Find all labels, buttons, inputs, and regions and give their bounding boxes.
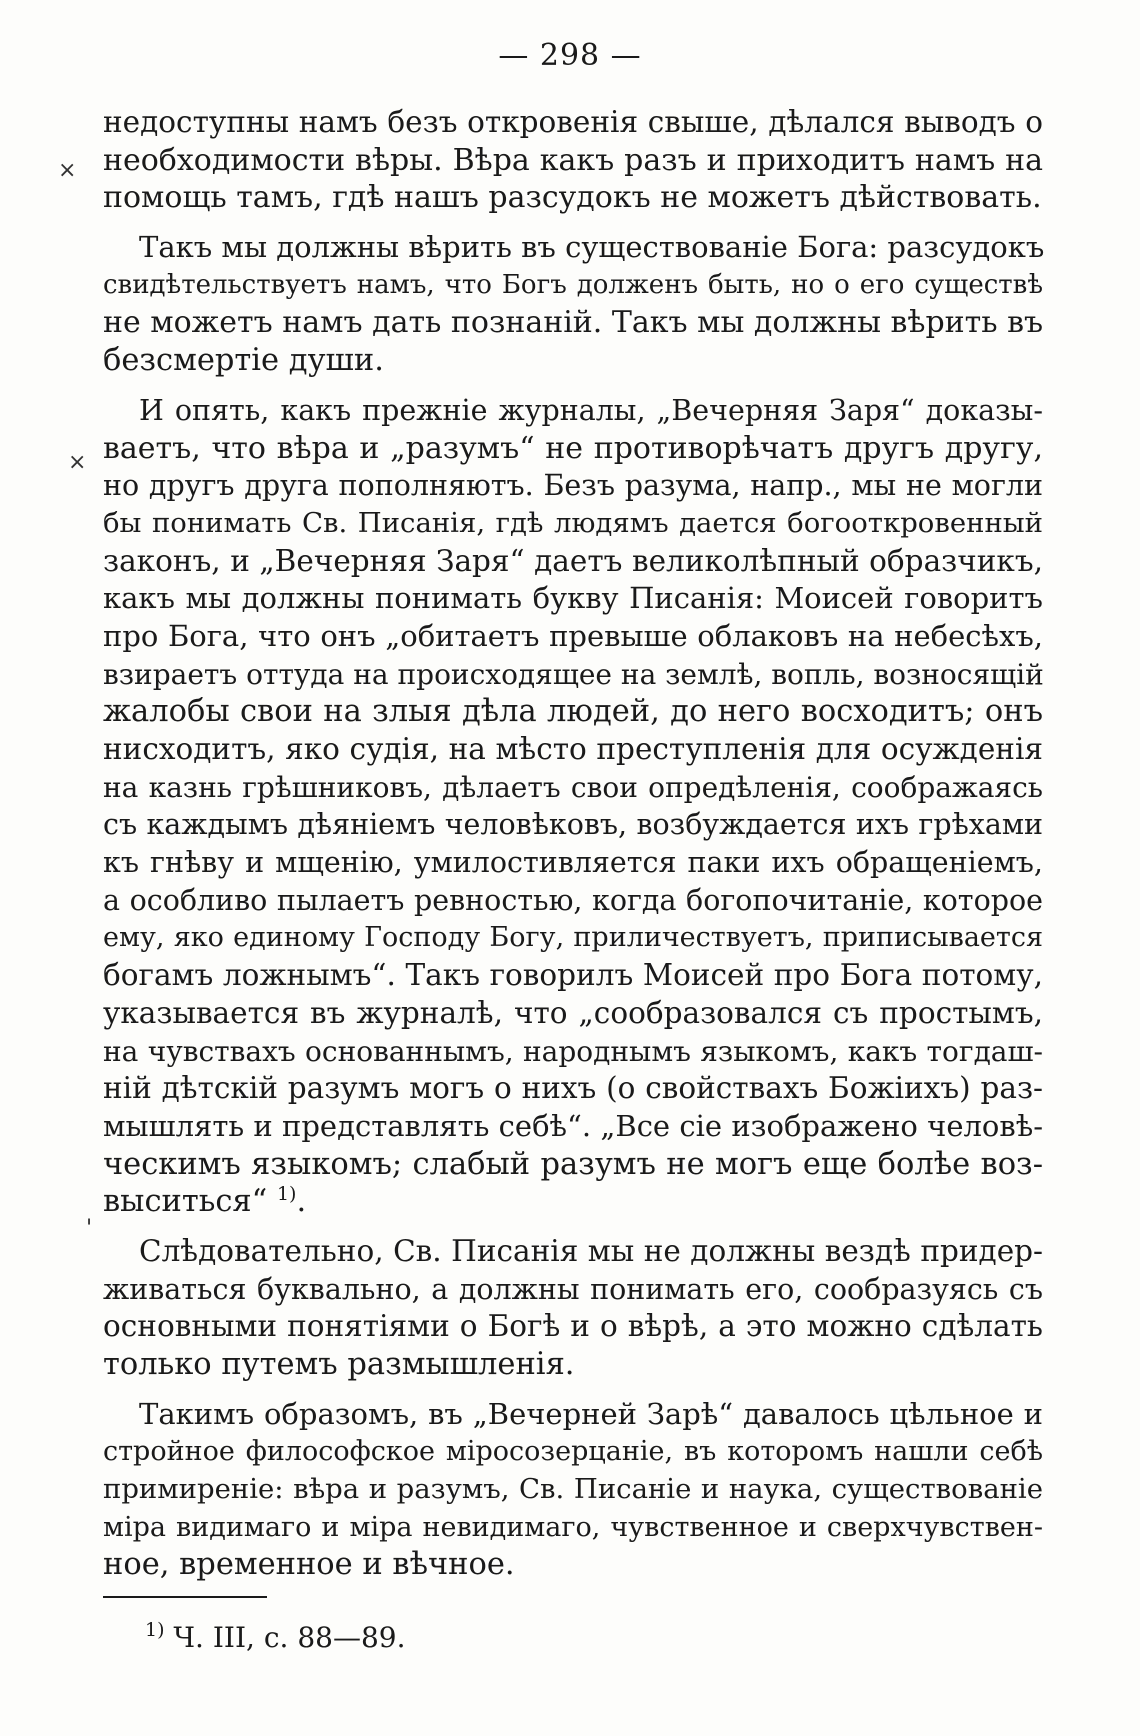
text-line: съ каждымъ дѣяніемъ человѣковъ, возбуждается ихъ грѣхами xyxy=(103,808,1043,842)
paragraph xyxy=(103,1233,1043,1384)
text-line: ваетъ, что вѣра и „разумъ“ не противорѣчатъ другъ другу, xyxy=(103,430,1043,466)
text-line: необходимости вѣры. Вѣра какъ разъ и приходитъ намъ на xyxy=(103,142,1043,178)
footnote-divider xyxy=(103,1596,267,1598)
text-line: на казнь грѣшниковъ, дѣлаетъ свои опредѣленія, соображаясь xyxy=(103,770,1043,804)
text-line: ній дѣтскій разумъ могъ о нихъ (о свойствахъ Божіихъ) раз- xyxy=(103,1071,1043,1106)
text-line: про Бога, что онъ „обитаетъ превыше облаковъ на небесѣхъ, xyxy=(103,618,1043,653)
text-line: мышлять и представлять себѣ“. „Все сіе изображено человѣ- xyxy=(103,1108,1043,1143)
text-line: живаться буквально, а должны понимать его, сообразуясь съ xyxy=(103,1272,1043,1306)
text-line: примиреніе: вѣра и разумъ, Св. Писаніе и наука, существованіе xyxy=(103,1473,1043,1506)
text-line: стройное философское міросозерцаніе, въ которомъ нашли себѣ xyxy=(103,1436,1043,1468)
text-line: только путемъ размышленія. xyxy=(103,1347,575,1382)
text-line: не можетъ намъ дать познаній. Такъ мы должны вѣрить въ xyxy=(103,305,1044,341)
text-line: безсмертіе души. xyxy=(103,343,384,379)
text-line: а особливо пылаетъ ревностью, когда богопочитаніе, которое xyxy=(103,883,1043,917)
text-line: къ гнѣву и мщенію, умилостивляется паки ихъ обращеніемъ, xyxy=(103,846,1043,880)
text-line: міра видимаго и міра невидимаго, чувственное и сверхчувствен- xyxy=(103,1511,1043,1543)
text-line: Такъ мы должны вѣрить въ существованіе Бога: разсудокъ xyxy=(139,230,1045,265)
text-line: богамъ ложнымъ“. Такъ говорилъ Моисей про Бога потому, xyxy=(103,958,1043,993)
text-line: жалобы свои на злыя дѣла людей, до него восходитъ; онъ xyxy=(103,694,1043,730)
text-line: недоступны намъ безъ откровенія свыше, дѣлался выводъ о xyxy=(103,105,1043,139)
text-line: взираетъ оттуда на происходящее на землѣ, вопль, возносящій xyxy=(103,657,1044,691)
paragraph xyxy=(103,229,1043,380)
text-line: ное, временное и вѣчное. xyxy=(103,1547,515,1583)
paragraph xyxy=(103,1396,1043,1584)
margin-mark: ' xyxy=(86,1216,93,1241)
text-line: Слѣдовательно, Св. Писанія мы не должны вездѣ придер- xyxy=(139,1233,1043,1268)
text-line: И опять, какъ прежніе журналы, „Вечерняя Заря“ доказы- xyxy=(139,393,1043,427)
text-line: но другъ друга пополняютъ. Безъ разума, напр., мы не могли xyxy=(103,469,1043,503)
footnote-marker: 1) xyxy=(145,1619,165,1641)
page-number: — 298 — xyxy=(498,38,642,73)
margin-mark: × xyxy=(68,450,87,475)
paragraph xyxy=(103,392,1043,1221)
text-line: помощь тамъ, гдѣ нашъ разсудокъ не можетъ дѣйствовать. xyxy=(103,180,1042,216)
body-text xyxy=(103,104,1043,1584)
text-line: законъ, и „Вечерняя Заря“ даетъ великолѣпный образчикъ, xyxy=(103,543,1043,578)
text-line: на чувствахъ основаннымъ, народнымъ языкомъ, какъ тогдаш- xyxy=(103,1034,1043,1068)
footnote-reference: 1) xyxy=(276,1183,297,1206)
text-line: указывается въ журналѣ, что „сообразовался съ простымъ, xyxy=(103,995,1043,1030)
footnote-text: Ч. III, с. 88—89. xyxy=(164,1621,406,1654)
text-line-end: . xyxy=(296,1184,307,1220)
text-line: основными понятіями о Богѣ и о вѣрѣ, а это можно сдѣлать xyxy=(103,1309,1043,1344)
text-line: свидѣтельствуетъ намъ, что Богъ долженъ быть, но о его существѣ xyxy=(103,269,1043,300)
text-line: нисходитъ, яко судія, на мѣсто преступленія для осужденія xyxy=(103,732,1043,766)
text-line-content: выситься“ xyxy=(103,1184,268,1220)
text-line: бы понимать Св. Писанія, гдѣ людямъ дается богооткровенный xyxy=(103,506,1043,539)
text-line xyxy=(103,1183,1043,1221)
paragraph xyxy=(103,104,1043,217)
text-line: ческимъ языкомъ; слабый разумъ не могъ еще болѣе воз- xyxy=(103,1146,1043,1182)
text-line: ему, яко единому Господу Богу, приличествуетъ, приписывается xyxy=(103,922,1043,954)
text-line: Такимъ образомъ, въ „Вечерней Зарѣ“ давалось цѣльное и xyxy=(139,1396,1043,1431)
footnote xyxy=(145,1620,405,1656)
text-line: какъ мы должны понимать букву Писанія: Моисей говоритъ xyxy=(103,581,1043,616)
margin-mark: × xyxy=(58,158,77,183)
